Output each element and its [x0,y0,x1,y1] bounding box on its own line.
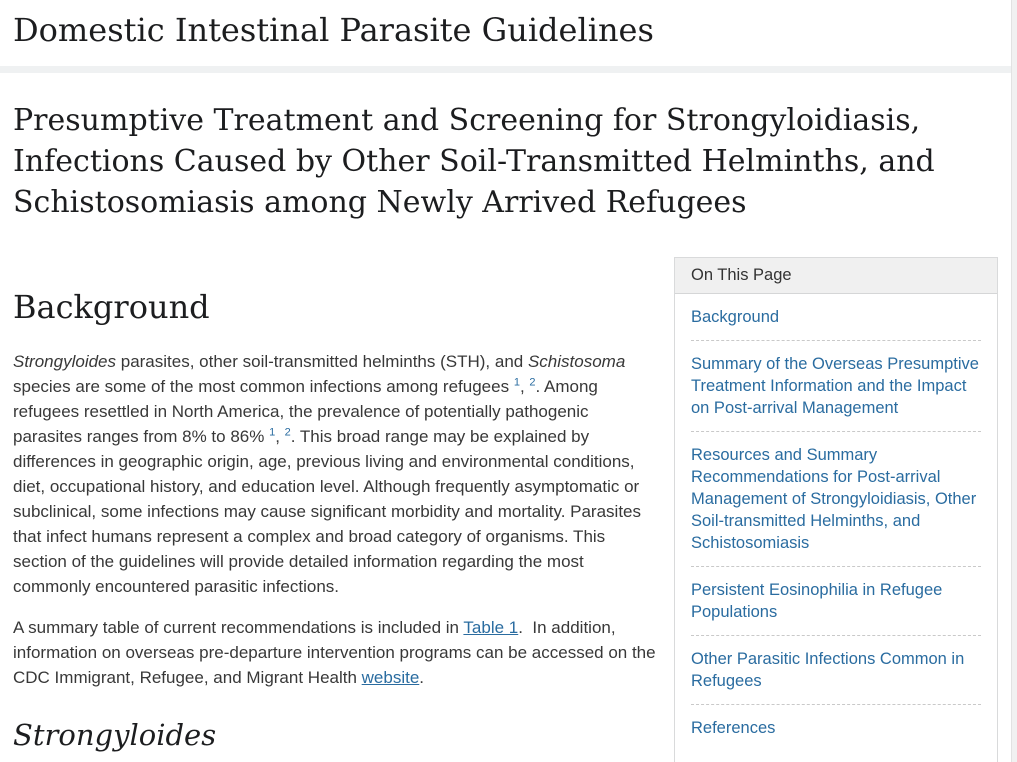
page-title: Domestic Intestinal Parasite Guidelines [13,11,654,49]
reference-link-2[interactable]: 2 [284,426,291,439]
document-header [13,0,1005,223]
strongyloides-heading: Strongyloides [13,718,217,752]
toc-link-summary-overseas[interactable]: Summary of the Overseas Presumptive Treatment Information and the Impact on Post-arrival Management [691,355,979,417]
paragraph-text: , [275,427,285,446]
website-link[interactable]: website [361,668,420,687]
toc-item [691,635,981,704]
toc-link-references[interactable]: References [691,719,776,737]
italic-term-strongyloides: Strongyloides [13,352,117,371]
paragraph-text: . Among refugees resettled in North America, the prevalence of potentially pathogenic parasites ranges from 8% to 86% [13,377,598,446]
toc-item [691,294,981,340]
toc-link-other-parasitic-infections[interactable]: Other Parasitic Infections Common in Refugees [691,650,965,690]
table-1-link[interactable]: Table 1 [463,618,519,637]
reference-link-2[interactable]: 2 [529,376,536,389]
italic-term-schistosoma: Schistosoma [527,352,626,371]
paragraph-text: . This broad range may be explained by differences in geographic origin, age, previous living and environmental conditions, diet, occupational history, and education level. Although frequently asymptomatic or subclinical, some infections may cause significant morbidity and mortality. Parasites that infect humans represent a complex and broad category of organisms. This section of the guidelines will provide detailed information regarding the most commonly encountered parasitic infections. [13,427,642,596]
background-heading: Background [13,288,210,326]
toc-item [691,431,981,566]
on-this-page-header: On This Page [675,258,997,294]
page-subtitle: Presumptive Treatment and Screening for Strongyloidiasis, Infections Caused by Other Soil-Transmitted Helminths, and Schistosomiasis among Newly Arrived Refugees [13,103,935,220]
paragraph-text: parasites, other soil-transmitted helminths (STH), and [116,352,528,371]
toc-link-resources-recommendations[interactable]: Resources and Summary Recommendations for Post-arrival Management of Strongyloidiasis, Other Soil-transmitted Helminths, and Schistosomiasis [691,446,977,552]
paragraph-text: species are some of the most common infections among refugees [13,377,514,396]
reference-link-1[interactable]: 1 [513,376,520,389]
page-scrollbar-track[interactable] [1011,0,1017,762]
on-this-page-list [675,294,997,751]
main-content [13,285,661,752]
paragraph-text: . In addition, information on overseas pre-departure intervention programs can be accessed on the CDC Immigrant, Refugee, and Migrant Health [13,618,656,687]
toc-link-background[interactable]: Background [691,308,780,326]
paragraph-text: A summary table of current recommendations is included in [13,618,464,637]
toc-link-persistent-eosinophilia[interactable]: Persistent Eosinophilia in Refugee Populations [691,581,943,621]
on-this-page-panel [674,257,998,762]
background-paragraph [13,349,661,599]
toc-item [691,340,981,431]
summary-paragraph [13,615,661,690]
paragraph-text: . [419,668,425,687]
toc-item [691,566,981,635]
paragraph-text: , [519,377,530,396]
toc-item [691,704,981,751]
reference-link-1[interactable]: 1 [269,426,276,439]
